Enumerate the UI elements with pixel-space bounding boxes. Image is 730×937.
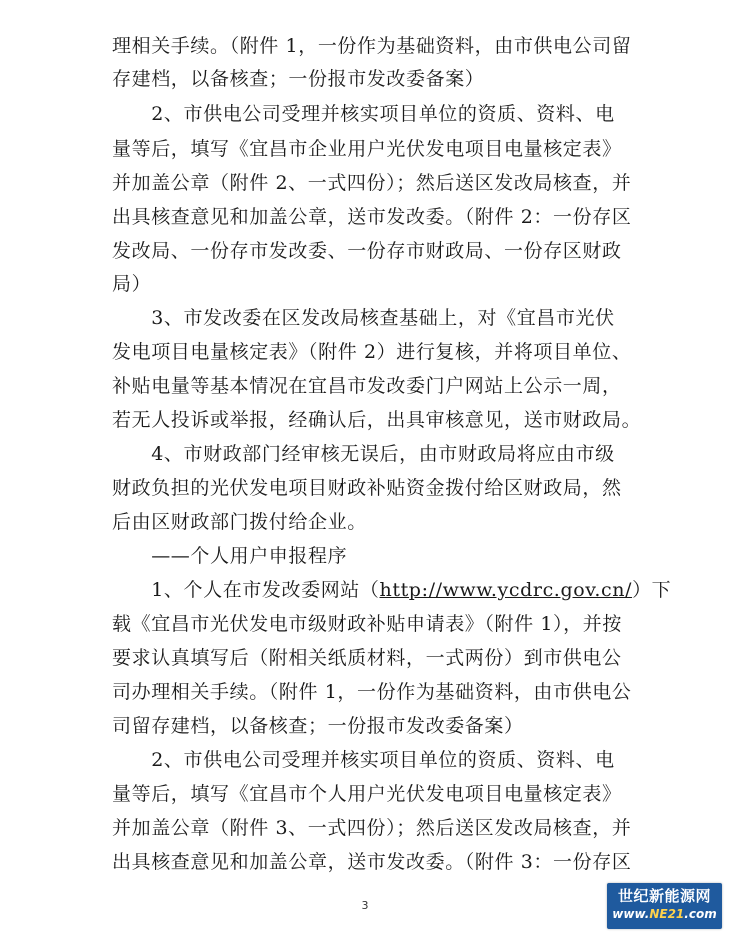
website-link[interactable]: http://www.ycdrc.gov.cn/ bbox=[379, 579, 633, 601]
text-line: 量等后，填写《宜昌市企业用户光伏发电项目电量核定表》 bbox=[112, 138, 622, 160]
text-line: 4、市财政部门经审核无误后，由市财政局将应由市级 bbox=[112, 443, 615, 465]
text-line-with-link bbox=[112, 577, 672, 603]
text-line: 载《宜昌市光伏发电市级财政补贴申请表》（附件 1），并按 bbox=[112, 613, 622, 635]
watermark-title: 世纪新能源网 bbox=[617, 887, 711, 905]
site-watermark-logo[interactable] bbox=[607, 883, 722, 929]
text-line: 局） bbox=[112, 273, 152, 295]
watermark-url-prefix: www. bbox=[612, 907, 650, 921]
text-line: 2、市供电公司受理并核实项目单位的资质、资料、电 bbox=[112, 103, 615, 125]
url-line-prefix: 1、个人在市发改委网站（ bbox=[112, 579, 380, 601]
watermark-url-brand: NE21 bbox=[649, 907, 685, 921]
text-line: 3、市发改委在区发改局核查基础上，对《宜昌市光伏 bbox=[112, 307, 615, 329]
text-line: 2、市供电公司受理并核实项目单位的资质、资料、电 bbox=[112, 749, 615, 771]
page-number: 3 bbox=[361, 899, 369, 912]
text-line: 司留存建档，以备核查；一份报市发改委备案） bbox=[112, 715, 524, 737]
text-line: 若无人投诉或举报，经确认后，出具审核意见，送市财政局。 bbox=[112, 409, 642, 431]
text-line: 出具核查意见和加盖公章，送市发改委。（附件 2：一份存区 bbox=[112, 206, 632, 228]
watermark-url bbox=[607, 906, 722, 922]
section-heading: ——个人用户申报程序 bbox=[112, 545, 348, 567]
text-line: 发改局、一份存市发改委、一份存市财政局、一份存区财政 bbox=[112, 240, 622, 262]
text-line: 并加盖公章（附件 2、一式四份）；然后送区发改局核查，并 bbox=[112, 172, 632, 194]
text-line: 并加盖公章（附件 3、一式四份）；然后送区发改局核查，并 bbox=[112, 817, 632, 839]
text-line: 财政负担的光伏发电项目财政补贴资金拨付给区财政局，然 bbox=[112, 477, 622, 499]
text-line: 存建档，以备核查；一份报市发改委备案） bbox=[112, 68, 485, 90]
text-line: 出具核查意见和加盖公章，送市发改委。（附件 3：一份存区 bbox=[112, 851, 632, 873]
text-line: 理相关手续。（附件 1，一份作为基础资料，由市供电公司留 bbox=[112, 35, 632, 57]
url-line-suffix: ）下 bbox=[632, 579, 672, 601]
text-line: 司办理相关手续。（附件 1，一份作为基础资料，由市供电公 bbox=[112, 681, 632, 703]
watermark-url-suffix: .com bbox=[684, 907, 717, 921]
text-line: 发电项目电量核定表》（附件 2）进行复核，并将项目单位、 bbox=[112, 341, 632, 363]
text-line: 后由区财政部门拨付给企业。 bbox=[112, 511, 367, 533]
text-line: 要求认真填写后（附相关纸质材料，一式两份）到市供电公 bbox=[112, 647, 622, 669]
text-line: 量等后，填写《宜昌市个人用户光伏发电项目电量核定表》 bbox=[112, 783, 622, 805]
text-line: 补贴电量等基本情况在宜昌市发改委门户网站上公示一周， bbox=[112, 375, 622, 397]
